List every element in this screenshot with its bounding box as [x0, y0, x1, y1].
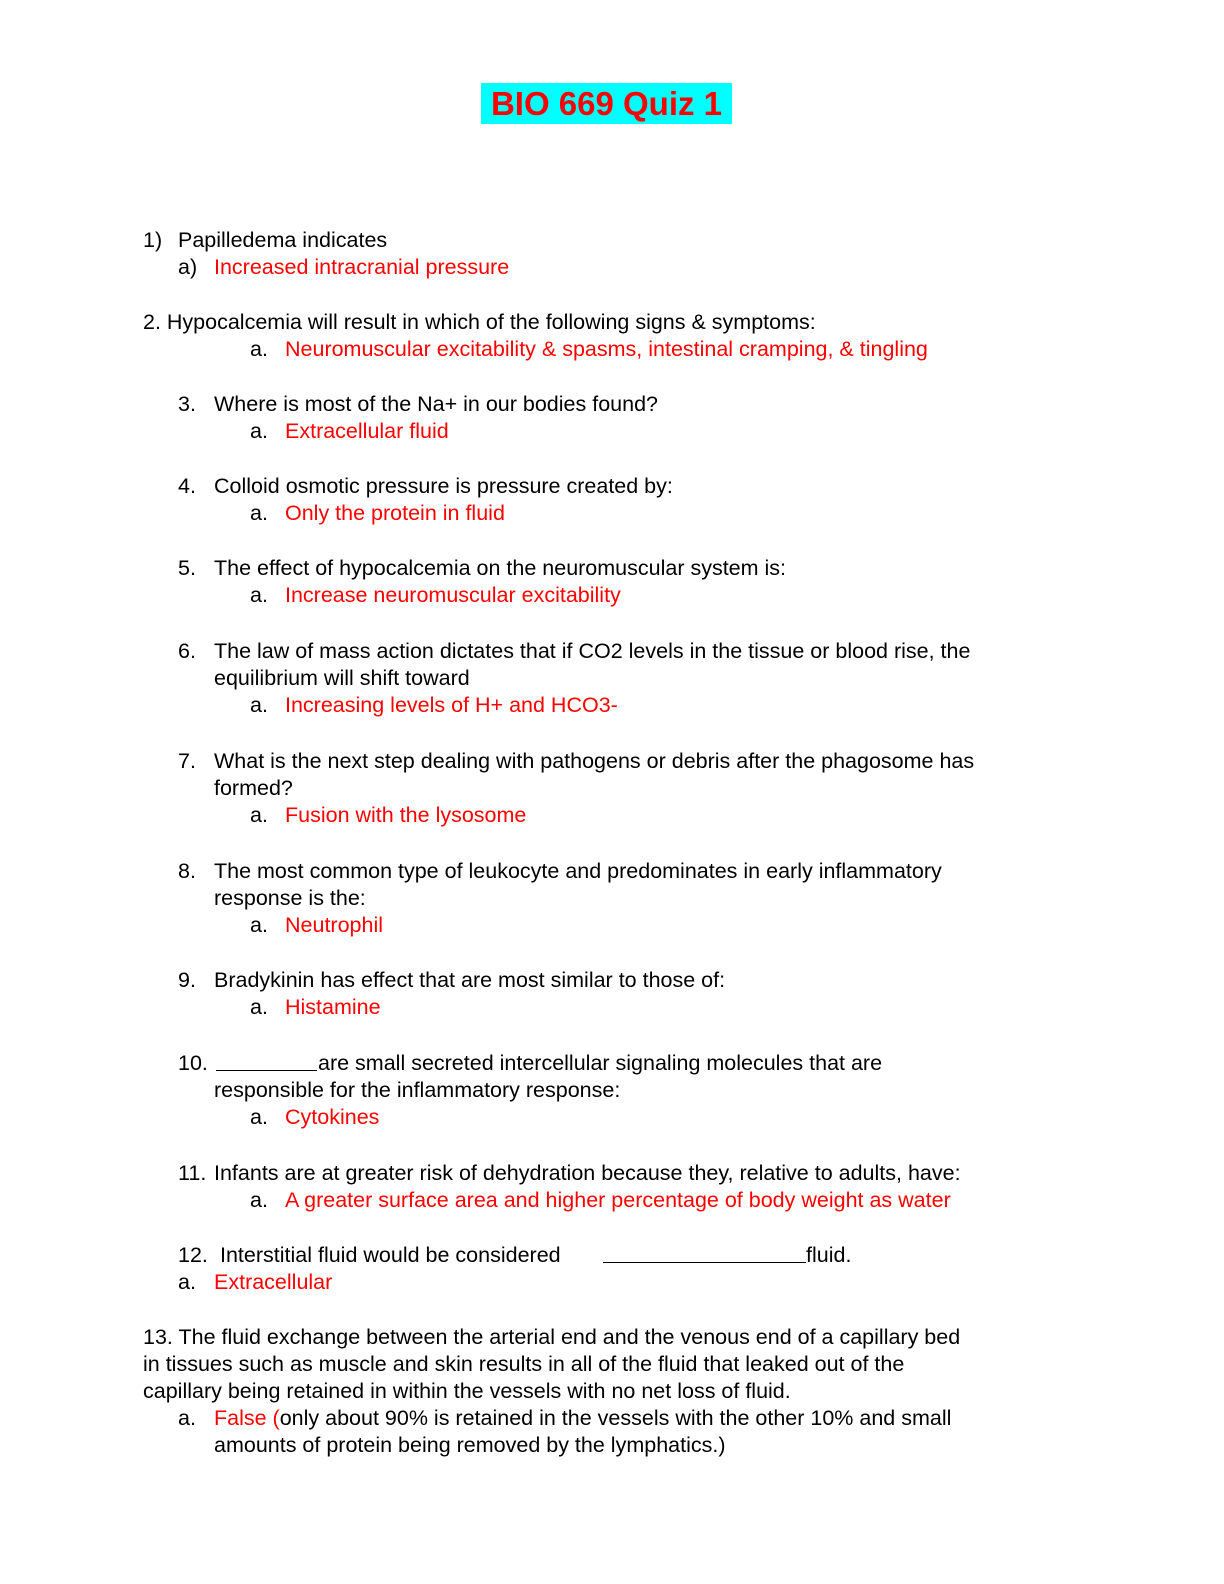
question-13-text-line1: 13. The fluid exchange between the arterial end and the venous end of a capillary bed — [143, 1325, 961, 1349]
question-10-text-line1: are small secreted intercellular signaling molecules that are — [318, 1051, 883, 1075]
question-9-answer: Histamine — [285, 995, 381, 1019]
question-6-number: 6. — [178, 639, 196, 663]
question-12-blank — [603, 1242, 806, 1269]
question-6-text-line1: The law of mass action dictates that if CO2 levels in the tissue or blood rise, the — [214, 639, 971, 663]
question-1-text: Papilledema indicates — [178, 228, 388, 252]
question-10-answer: Cytokines — [285, 1105, 380, 1129]
question-11-option-label: a. — [250, 1188, 268, 1212]
question-1-answer: Increased intracranial pressure — [214, 255, 510, 279]
question-8-text-line2: response is the: — [214, 886, 366, 910]
question-4-option-label: a. — [250, 501, 268, 525]
question-2-text: 2. Hypocalcemia will result in which of the following signs & symptoms: — [143, 310, 816, 334]
question-10-option-label: a. — [250, 1105, 268, 1129]
question-7-answer: Fusion with the lysosome — [285, 803, 527, 827]
question-2-answer: Neuromuscular excitability & spasms, intestinal cramping, & tingling — [285, 337, 928, 361]
question-12-text-part2: fluid. — [806, 1243, 852, 1267]
question-12-text-part1: Interstitial fluid would be considered — [220, 1243, 561, 1267]
page-title: BIO 669 Quiz 1 — [481, 83, 732, 124]
question-8-number: 8. — [178, 859, 196, 883]
question-1-number: 1) — [143, 228, 163, 252]
question-6-option-label: a. — [250, 693, 268, 717]
question-9-number: 9. — [178, 968, 196, 992]
question-3-number: 3. — [178, 392, 196, 416]
question-3-option-label: a. — [250, 419, 268, 443]
question-13-explanation-line1: only about 90% is retained in the vessels with the other 10% and small — [279, 1406, 952, 1430]
question-5-answer: Increase neuromuscular excitability — [285, 583, 621, 607]
question-7-option-label: a. — [250, 803, 268, 827]
question-12-answer: Extracellular — [214, 1270, 333, 1294]
question-1-option-label: a) — [178, 255, 198, 279]
question-11-answer: A greater surface area and higher percentage of body weight as water — [285, 1188, 951, 1212]
question-4-number: 4. — [178, 474, 196, 498]
question-11-text: Infants are at greater risk of dehydration because they, relative to adults, have: — [214, 1161, 961, 1185]
question-12-option-label: a. — [178, 1270, 196, 1294]
question-9-option-label: a. — [250, 995, 268, 1019]
question-13-explanation-line2: amounts of protein being removed by the lymphatics.) — [214, 1433, 726, 1457]
question-13-answer: False ( — [214, 1406, 280, 1430]
question-13-answer-line1 — [214, 1405, 951, 1431]
question-13-text-line3: capillary being retained in within the vessels with no net loss of fluid. — [143, 1379, 791, 1403]
question-3-answer: Extracellular fluid — [285, 419, 449, 443]
question-5-text: The effect of hypocalcemia on the neuromuscular system is: — [214, 556, 787, 580]
question-7-text-line2: formed? — [214, 776, 293, 800]
question-12-number: 12. — [178, 1243, 208, 1267]
question-7-number: 7. — [178, 749, 196, 773]
question-8-option-label: a. — [250, 913, 268, 937]
question-6-text-line2: equilibrium will shift toward — [214, 666, 470, 690]
question-7-text-line1: What is the next step dealing with pathogens or debris after the phagosome has — [214, 749, 975, 773]
question-4-text: Colloid osmotic pressure is pressure created by: — [214, 474, 673, 498]
question-13-option-label: a. — [178, 1406, 196, 1430]
question-9-text: Bradykinin has effect that are most similar to those of: — [214, 968, 726, 992]
question-3-text: Where is most of the Na+ in our bodies found? — [214, 392, 658, 416]
question-11-number: 11. — [178, 1161, 207, 1185]
question-2-option-label: a. — [250, 337, 268, 361]
question-4-answer: Only the protein in fluid — [285, 501, 505, 525]
question-5-number: 5. — [178, 556, 196, 580]
question-6-answer: Increasing levels of H+ and HCO3- — [285, 693, 618, 717]
question-5-option-label: a. — [250, 583, 268, 607]
question-10-text-line2: responsible for the inflammatory response: — [214, 1078, 621, 1102]
question-10-blank — [216, 1050, 317, 1077]
question-8-answer: Neutrophil — [285, 913, 383, 937]
question-8-text-line1: The most common type of leukocyte and predominates in early inflammatory — [214, 859, 942, 883]
question-10-number: 10. — [178, 1051, 208, 1075]
question-13-text-line2: in tissues such as muscle and skin results in all of the fluid that leaked out of the — [143, 1352, 905, 1376]
